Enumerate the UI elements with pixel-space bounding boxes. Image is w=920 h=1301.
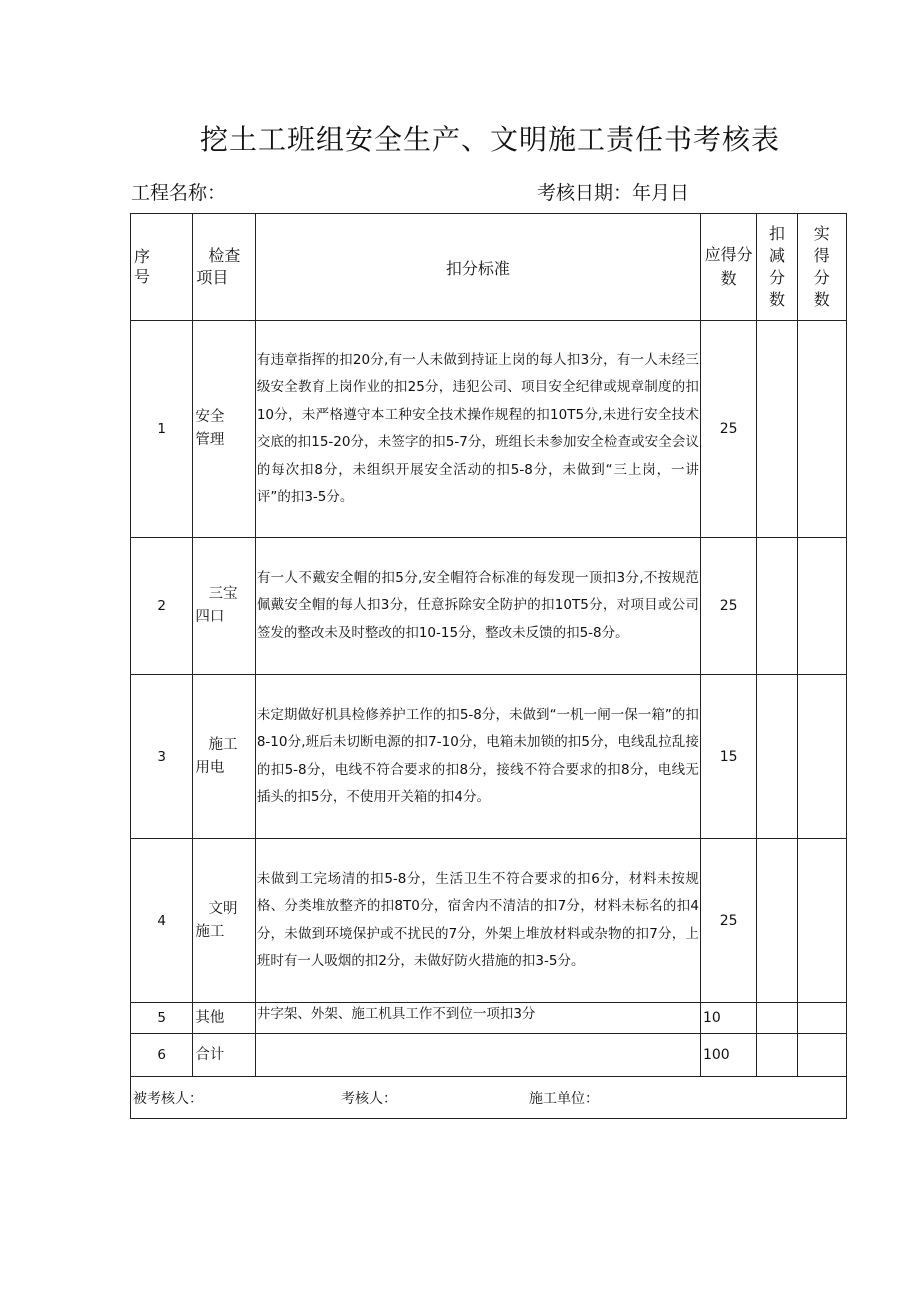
row-score: 25 — [700, 538, 756, 675]
row-actual[interactable] — [797, 1034, 846, 1077]
row-item: 文明施工 — [193, 839, 255, 1003]
header-deduct: 扣减分数 — [757, 214, 797, 321]
unit-label: 施工单位： — [529, 1090, 599, 1107]
row-item: 安全管理 — [193, 321, 255, 538]
row-standard: 有一人不戴安全帽的扣5分,安全帽符合标准的每发现一顶扣3分,不按规范佩戴安全帽的每人扣3分，任意拆除安全防护的扣10T5分，对项目或公司签发的整改未及时整改的扣10-15分，整改未反馈的扣5-8分。 — [255, 538, 700, 675]
table-row — [131, 538, 847, 675]
table-row — [131, 1003, 847, 1034]
row-actual[interactable] — [797, 321, 846, 538]
page-title: 挖土工班组安全生产、文明施工责任书考核表 — [199, 123, 780, 156]
header-score — [700, 214, 756, 321]
project-name-label: 工程名称： — [131, 182, 227, 204]
table-header-row — [131, 214, 847, 321]
header-item — [193, 214, 255, 321]
header-item-line2: 项目 — [196, 268, 229, 287]
row-deduct[interactable] — [757, 1003, 797, 1034]
row-item: 施工用电 — [193, 675, 255, 839]
row-deduct[interactable] — [757, 538, 797, 675]
header-standard: 扣分标准 — [255, 214, 700, 321]
row-standard: 未做到工完场清的扣5-8分，生活卫生不符合要求的扣6分，材料未按规格、分类堆放整齐的扣8T0分，宿舍内不清洁的扣7分，材料未标名的扣4分，未做到环境保护或不扰民的7分，外架上堆放材料或杂物的扣7分，上班时有一人吸烟的扣2分，未做好防火措施的扣3-5分。 — [255, 839, 700, 1003]
row-no: 2 — [131, 538, 193, 675]
assessment-table — [130, 213, 847, 1119]
row-actual[interactable] — [797, 839, 846, 1003]
row-deduct[interactable] — [757, 675, 797, 839]
row-standard: 未定期做好机具检修养护工作的扣5-8分，未做到“一机一闸一保一箱”的扣8-10分,班后未切断电源的扣7-10分，电箱未加锁的扣5分，电线乱拉乱接的扣5-8分，电线不符合要求的扣8分，接线不符合要求的扣8分，电线无插头的扣5分，不使用开关箱的扣4分。 — [255, 675, 700, 839]
examiner-label: 考核人： — [341, 1090, 397, 1107]
row-score: 25 — [700, 321, 756, 538]
row-standard: 井字架、外架、施工机具工作不到位一项扣3分 — [255, 1003, 700, 1034]
row-score: 15 — [700, 675, 756, 839]
table-row — [131, 839, 847, 1003]
row-score: 25 — [700, 839, 756, 1003]
header-score-line1: 应得分 — [704, 245, 753, 264]
assessment-date-label: 考核日期：年月日 — [537, 182, 690, 204]
row-standard: 有违章指挥的扣20分,有一人未做到持证上岗的每人扣3分，有一人未经三级安全教育上岗作业的扣25分，违犯公司、项目安全纪律或规章制度的扣10分，未严格遵守本工种安全技术操作规程的扣10T5分,未进行安全技术交底的扣15-20分，未签字的扣5-7分，班组长未参加安全检查或安全会议的每次扣8分，未组织开展安全活动的扣5-8分，未做到“三上岗，一讲评”的扣3-5分。 — [255, 321, 700, 538]
row-deduct[interactable] — [757, 321, 797, 538]
row-no: 6 — [131, 1034, 193, 1077]
header-score-line2: 数 — [720, 269, 737, 288]
row-standard — [255, 1034, 700, 1077]
signature-cell — [131, 1077, 847, 1119]
row-actual[interactable] — [797, 538, 846, 675]
row-no: 1 — [131, 321, 193, 538]
header-no: 序号 — [131, 214, 193, 321]
table-row — [131, 321, 847, 538]
row-no: 4 — [131, 839, 193, 1003]
table-row — [131, 675, 847, 839]
row-actual[interactable] — [797, 1003, 846, 1034]
row-deduct[interactable] — [757, 1034, 797, 1077]
row-no: 5 — [131, 1003, 193, 1034]
header-actual: 实得分数 — [797, 214, 846, 321]
row-actual[interactable] — [797, 675, 846, 839]
signature-row — [131, 1077, 847, 1119]
row-item: 合计 — [193, 1034, 255, 1077]
row-no: 3 — [131, 675, 193, 839]
row-item: 其他 — [193, 1003, 255, 1034]
table-row — [131, 1034, 847, 1077]
header-item-line1: 检查 — [208, 246, 241, 265]
row-score: 10 — [700, 1003, 756, 1034]
row-score: 100 — [700, 1034, 756, 1077]
examinee-label: 被考核人： — [133, 1090, 203, 1107]
row-deduct[interactable] — [757, 839, 797, 1003]
row-item: 三宝四口 — [193, 538, 255, 675]
